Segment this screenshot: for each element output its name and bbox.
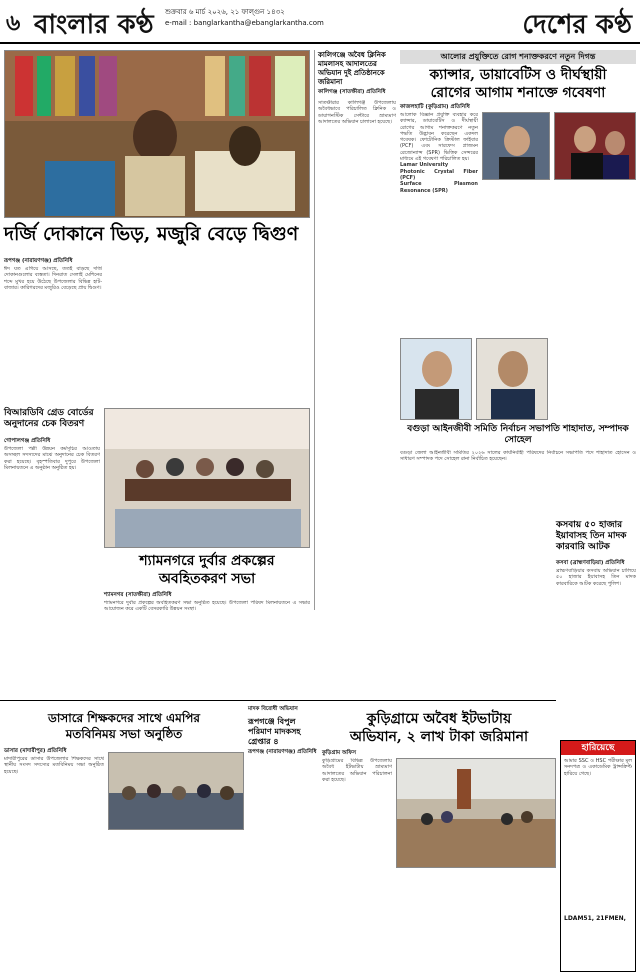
lead-body-col3 — [208, 234, 310, 402]
lost-notice — [560, 740, 636, 972]
science-kicker: আলোর প্রযুক্তিতে রোগ শনাক্তকরণে নতুন দিগন্ত — [440, 52, 596, 61]
kaliganj-article — [318, 50, 396, 340]
dhaka-body: মাদারীপুরের ডাসার উপজেলার শিক্ষকদের সাথে স্থানীয় সংসদ সদস্যের মতবিনিময় সভা অনুষ্ঠিত হয়েছে। — [4, 756, 104, 775]
shyamnagar-body: শ্যামনগরে দুর্বার প্রকল্পের অবহিতকরণ সভা অনুষ্ঠিত হয়েছে। উপজেলা পরিষদ মিলনায়তনে এ সভার আয়োজন করে একটি বেসরকারি উন্নয়ন সংস্থা। — [104, 600, 310, 613]
tailor-shop-image — [5, 51, 310, 218]
drugs-headline[interactable]: রূপগঞ্জে বিপুল পরিমাণ মাদকসহ গ্রেপ্তার ৪ — [248, 716, 301, 746]
kashba-byline: কসবা (ব্রাহ্মণবাড়িয়া) প্রতিনিধি — [556, 560, 625, 566]
science-term-pcf: Photonic Crystal Fiber (PCF) — [400, 168, 478, 181]
drugs-article — [248, 706, 318, 972]
science-byline: কাজলহাটি (কুড়িগ্রাম) প্রতিনিধি — [400, 104, 470, 110]
shyamnagar-byline: শ্যামনগর (সাতক্ষীরা) প্রতিনিধি — [104, 592, 172, 598]
science-term-spr: Surface Plasmon Resonance (SPR) — [400, 181, 478, 194]
dhaka-photo — [108, 752, 244, 830]
bichari-byline: গোপালগঞ্জ প্রতিনিধি — [4, 438, 51, 444]
committee-photo-1 — [400, 338, 472, 420]
dhaka-body-col2 — [108, 834, 244, 970]
paper-name: বাংলার কণ্ঠ — [34, 10, 154, 40]
lead-byline: রূপগঞ্জ (নারায়ণগঞ্জ) প্রতিনিধি — [4, 258, 73, 264]
science-term-lamar: Lamar University — [400, 162, 449, 169]
kashba-headline[interactable]: কসবায় ৫০ হাজার ইয়াবাসহ তিন মাদক কারবারি আটক — [556, 520, 627, 552]
masthead — [0, 0, 640, 44]
drugs-byline: রূপগঞ্জ (নারায়ণগঞ্জ) প্রতিনিধি — [248, 749, 317, 755]
kurigram-body-col2 — [396, 872, 556, 970]
column-rule — [314, 50, 315, 610]
science-headline-2[interactable]: রোগের আগাম শনাক্তে গবেষণা — [430, 85, 606, 101]
science-kicker-band — [400, 50, 636, 64]
lead-body-col2 — [106, 234, 204, 402]
kaliganj-body: সাতক্ষীরার কালিগঞ্জ উপজেলায় অবৈধভাবে পরিচালিত ক্লিনিক ও ডায়াগনস্টিক সেন্টারে ভ্রাম্যমাণ আদালতের অভিযান চালানো হয়েছে। — [318, 100, 396, 125]
dhaka-headline-1[interactable]: ডাসারে শিক্ষকদের সাথে এমপির — [47, 711, 201, 725]
bichari-photo — [104, 408, 310, 548]
dateline — [165, 7, 324, 29]
lead-photo — [4, 50, 310, 218]
kurigram-photo — [396, 758, 556, 868]
science-headline-1[interactable]: ক্যান্সার, ডায়াবেটিস ও দীর্ঘস্থায়ী — [429, 67, 607, 83]
section-title: দেশের কণ্ঠ — [522, 10, 632, 40]
lead-excerpt: ঈদ যত এগিয়ে আসছে, ততই বাড়ছে দর্জি দোকানগুলোর ব্যস্ততা। দিনরাত সেলাই মেশিনের শব্দে মুখর হয়ে উঠেছে উপজেলার বিভিন্ন হাট-বাজার। কারিগরদের মজুরিও বেড়েছে প্রায় দ্বিগুণ। — [4, 266, 102, 291]
lost-body: আমার SSC ও HSC পরীক্ষার মূল সনদপত্র ও একাডেমিক ট্রান্সক্রিপ্ট হারিয়ে গেছে। — [564, 758, 632, 777]
lost-roll: LDAM51, 21FMEN, — [564, 915, 626, 922]
lead-headline[interactable]: দর্জি দোকানে ভিড়, মজুরি বেড়ে দ্বিগুণ — [4, 223, 299, 245]
science-excerpt: আলোক বিজ্ঞান প্রযুক্তি ব্যবহার করে ক্যান্সার, ডায়াবেটিস ও দীর্ঘস্থায়ী রোগের আগাম শনাক্তকরণে নতুন পদ্ধতি উদ্ভাবন করেছেন একদল গবেষক। ফোটোনিক ক্রিস্টাল ফাইবার (PCF) এবং সারফেস প্লাজমন রেজোন্যান্স (SPR) ভিত্তিক সেন্সরের মাধ্যমে এই গবেষণা পরিচালিত হয়। — [400, 112, 478, 163]
dhaka-byline: ডাসার (মাদারীপুর) প্রতিনিধি — [4, 748, 67, 754]
committee-photo-2 — [476, 338, 548, 420]
kurigram-byline: কুড়িগ্রাম অফিস — [322, 750, 357, 756]
scientist-photo-2 — [554, 112, 636, 180]
science-body-col3 — [554, 184, 636, 334]
bichari-headline[interactable]: বিআরডিবি গ্রেড বোর্ডের অনুদানের চেক বিতরণ — [4, 408, 94, 429]
lead-body — [4, 266, 102, 402]
kashba-body: ব্রাহ্মণবাড়িয়ার কসবায় অভিযান চালিয়ে ৫০ হাজার ইয়াবাসহ তিন মাদক কারবারিকে আটক করেছে পুলিশ। — [556, 568, 636, 587]
lost-title: হারিয়েছে — [561, 741, 635, 755]
drugs-kicker: মাদক বিরোধী অভিযান — [248, 706, 298, 712]
page-number: ৬ — [6, 10, 21, 36]
section-divider — [0, 700, 556, 701]
kurigram-headline-1[interactable]: কুড়িগ্রামে অবৈধ ইটভাটায় — [366, 711, 512, 727]
committee-headline[interactable]: বগুড়া আইনজীবী সমিতি নির্বাচন সভাপতি শাহাদাত, সম্পাদক সোহেল — [407, 424, 629, 445]
date-text: শুক্রবার ৬ মার্চ ২০২৬, ২১ ফাল্গুন ১৪৩২ — [165, 8, 285, 16]
dhaka-headline-2[interactable]: মতবিনিময় সভা অনুষ্ঠিত — [65, 727, 183, 741]
email-link[interactable]: e-mail : banglarkantha@ebanglarkantha.com — [165, 19, 324, 27]
kaliganj-byline: কালিগঞ্জ (সাতক্ষীরা) প্রতিনিধি — [318, 89, 386, 95]
kaliganj-headline[interactable]: কালিগঞ্জে অবৈধ ক্লিনিক মামলাসহ আদালতের অভিযান দুই প্রতিষ্ঠানকে জরিমানা — [318, 50, 386, 86]
bichari-body: উপজেলা পল্লী উন্নয়ন কর্মসূচির আওতায় অসচ্ছল সদস্যদের মাঝে অনুদানের চেক বিতরণ করা হয়েছে। বৃহস্পতিবার দুপুরে উপজেলা মিলনায়তনে এ অনুষ্ঠান অনুষ্ঠিত হয়। — [4, 446, 100, 471]
kurigram-headline-2[interactable]: অভিযান, ২ লাখ টাকা জরিমানা — [349, 729, 529, 745]
kurigram-body: কুড়িগ্রামের বিভিন্ন উপজেলায় অবৈধ ইটভাটায় ভ্রাম্যমাণ আদালতের অভিযান পরিচালনা করা হয়েছে। — [322, 758, 392, 783]
committee-body: বগুড়া জেলা আইনজীবী সমিতির ২০২৬ সালের কার্যনির্বাহী পরিষদের নির্বাচনে সভাপতি পদে শাহাদাত হোসেন ও সাধারণ সম্পাদক পদে সোহেল রানা নির্বাচিত হয়েছেন। — [400, 450, 636, 463]
shyamnagar-headline-2[interactable]: অবহিতকরণ সভা — [158, 571, 256, 587]
scientist-photo-1 — [482, 112, 550, 180]
shyamnagar-headline-1[interactable]: শ্যামনগরে দুর্বার প্রকল্পের — [139, 553, 275, 569]
